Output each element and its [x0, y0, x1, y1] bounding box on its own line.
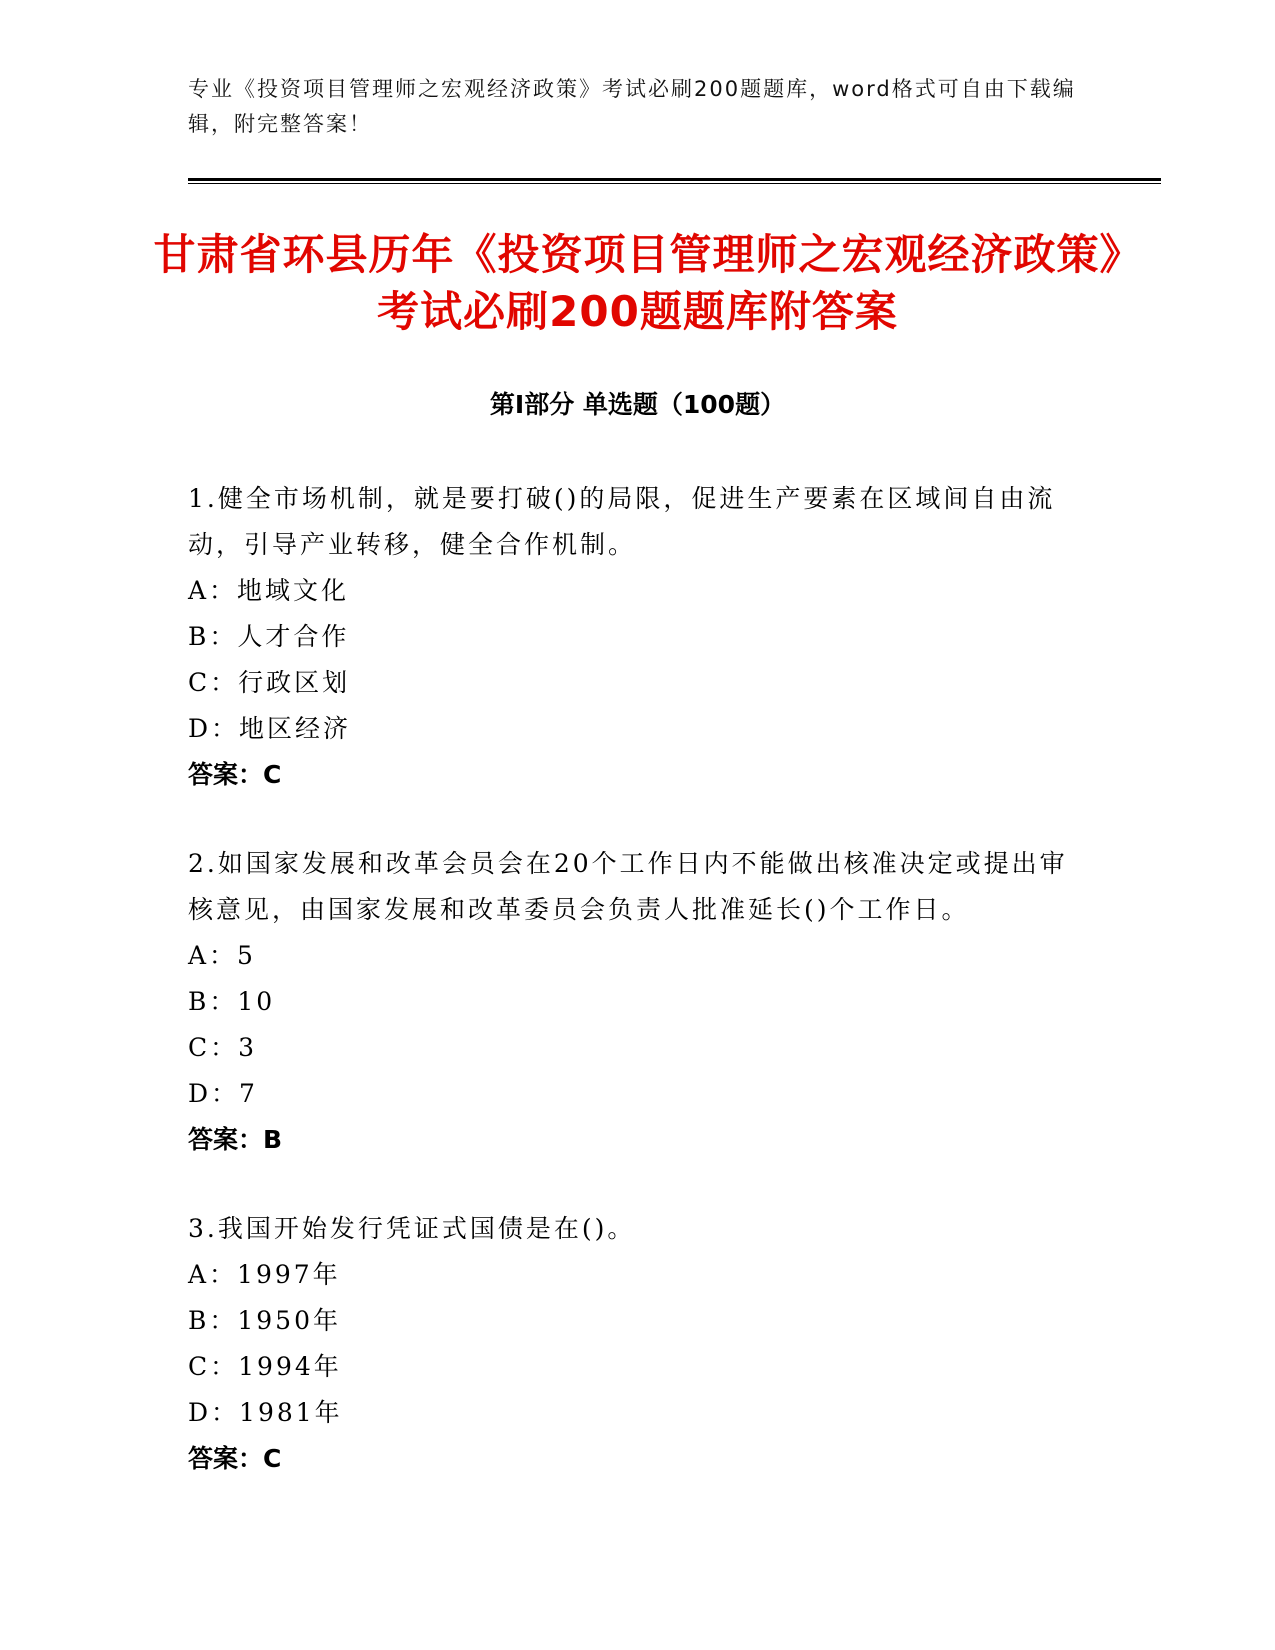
question-stem: 2.如国家发展和改革会员会在20个工作日内不能做出核准决定或提出审核意见，由国家发展和改革委员会负责人批准延长()个工作日。	[188, 849, 1068, 924]
section-title: 第I部分 单选题（100题）	[489, 390, 786, 419]
option-b: B：10	[188, 987, 276, 1016]
question-list	[188, 476, 1088, 1525]
answer: 答案：C	[188, 760, 282, 789]
header-rule-thin	[188, 183, 1161, 184]
option-a: A：5	[188, 941, 256, 970]
answer: 答案：B	[188, 1125, 283, 1154]
answer: 答案：C	[188, 1444, 282, 1473]
option-d: D：1981年	[188, 1398, 343, 1427]
option-a: A：1997年	[188, 1260, 341, 1289]
option-c: C：3	[188, 1033, 258, 1062]
header-rule-thick	[188, 178, 1161, 181]
document-title: 甘肃省环县历年《投资项目管理师之宏观经济政策》考试必刷200题题库附答案	[153, 230, 1122, 336]
question-stem: 3.我国开始发行凭证式国债是在()。	[188, 1214, 636, 1243]
question-2	[188, 841, 1088, 1163]
page-header: 专业《投资项目管理师之宏观经济政策》考试必刷200题题库，word格式可自由下载编辑，附完整答案！	[188, 77, 1076, 136]
option-a: A：地域文化	[188, 576, 350, 605]
question-stem: 1.健全市场机制，就是要打破()的局限，促进生产要素在区域间自由流动，引导产业转移，健全合作机制。	[188, 484, 1056, 559]
option-d: D：7	[188, 1079, 258, 1108]
option-c: C：行政区划	[188, 668, 351, 697]
option-c: C：1994年	[188, 1352, 342, 1381]
question-1	[188, 476, 1088, 798]
option-b: B：人才合作	[188, 622, 350, 651]
option-b: B：1950年	[188, 1306, 341, 1335]
question-3	[188, 1206, 1088, 1482]
option-d: D：地区经济	[188, 714, 352, 743]
